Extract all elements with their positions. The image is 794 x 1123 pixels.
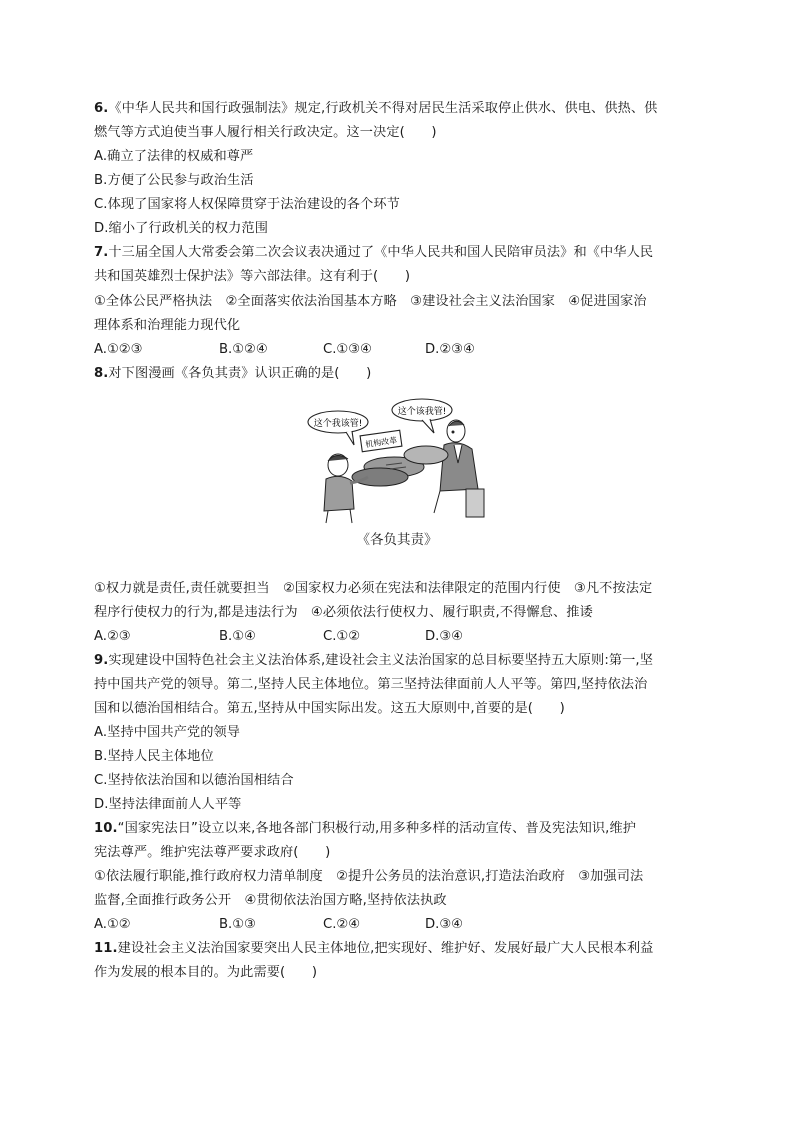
q6-number: 6.: [94, 101, 109, 116]
q6-option-c: C.体现了国家将人权保障贯穿于法治建设的各个环节: [94, 197, 400, 212]
left-speech-bubble: [308, 411, 368, 445]
q6-stem-line2: 燃气等方式迫使当事人履行相关行政决定。这一决定( ): [94, 125, 437, 140]
q8-stem-text: 对下图漫画《各负其责》认识正确的是( ): [108, 366, 372, 381]
q7-number: 7.: [94, 245, 109, 260]
q7-stem-line2: 共和国英雄烈士保护法》等六部法律。这有利于( ): [94, 269, 411, 284]
q8-option-b: B.①④: [219, 629, 256, 644]
q7-items-line1: ①全体公民严格执法 ②全面落实依法治国基本方略 ③建设社会主义法治国家 ④促进国家治: [94, 294, 647, 309]
q6-stem-line1: [94, 97, 700, 121]
q10-stem-line2: 宪法尊严。维护宪法尊严要求政府( ): [94, 845, 331, 860]
q8-option-a: A.②③: [94, 629, 131, 644]
q10-items-line2: 监督,全面推行政务公开 ④贯彻依法治国方略,坚持依法执政: [94, 893, 447, 908]
q7-stem-line1: [94, 241, 700, 265]
q11-stem-line1: [94, 937, 700, 961]
left-worker-figure: [324, 454, 368, 523]
reform-label-text: 机构改革: [364, 435, 398, 450]
q10-option-b: B.①③: [219, 917, 256, 932]
document-stack: [352, 446, 448, 486]
q10-number: 10.: [94, 821, 118, 836]
q10-option-a: A.①②: [94, 917, 131, 932]
q6-option-b: B.方便了公民参与政治生活: [94, 173, 254, 188]
q10-stem-text1: “国家宪法日”设立以来,各地各部门积极行动,用多种多样的活动宣传、普及宪法知识,维护: [117, 821, 637, 836]
q10-items-line1: ①依法履行职能,推行政府权力清单制度 ②提升公务员的法治意识,打造法治政府 ③加强司法: [94, 869, 644, 884]
q11-number: 11.: [94, 941, 118, 956]
q6-stem-text1: 《中华人民共和国行政强制法》规定,行政机关不得对居民生活采取停止供水、供电、供热、供: [108, 101, 658, 116]
q8-items-line1: ①权力就是责任,责任就要担当 ②国家权力必须在宪法和法律限定的范围内行使 ③凡不按法定: [94, 581, 653, 596]
q6-option-d: D.缩小了行政机关的权力范围: [94, 221, 268, 236]
q9-stem-line1: [94, 649, 700, 673]
right-speech-bubble: [392, 399, 452, 433]
q8-option-c: C.①②: [323, 629, 361, 644]
q6-option-a: A.确立了法律的权威和尊严: [94, 149, 254, 164]
right-bubble-text: 这个该我管!: [397, 407, 447, 417]
q9-option-b: B.坚持人民主体地位: [94, 749, 214, 764]
q9-stem-text1: 实现建设中国特色社会主义法治体系,建设社会主义法治国家的总目标要坚持五大原则:第一,坚: [108, 653, 654, 668]
q7-option-a: A.①②③: [94, 342, 143, 357]
q7-option-d: D.②③④: [425, 342, 475, 357]
q9-stem-line3: 国和以德治国相结合。第五,坚持从中国实际出发。这五大原则中,首要的是( ): [94, 701, 565, 716]
q7-option-b: B.①②④: [219, 342, 268, 357]
q10-option-d: D.③④: [425, 917, 463, 932]
q10-stem-line1: [94, 817, 700, 841]
q11-stem-line2: 作为发展的根本目的。为此需要( ): [94, 965, 318, 980]
cartoon-illustration: [306, 393, 490, 525]
q7-stem-text1: 十三届全国人大常委会第二次会议表决通过了《中华人民共和国人民陪审员法》和《中华人民: [108, 245, 654, 260]
reform-label-box: [360, 430, 402, 451]
q8-stem: [94, 362, 700, 386]
q7-option-c: C.①③④: [323, 342, 372, 357]
q9-option-c: C.坚持依法治国和以德治国相结合: [94, 773, 294, 788]
q8-option-d: D.③④: [425, 629, 463, 644]
q9-stem-line2: 持中国共产党的领导。第二,坚持人民主体地位。第三坚持法律面前人人平等。第四,坚持依法治: [94, 677, 648, 692]
cartoon-caption: 《各负其责》: [356, 532, 438, 548]
right-official-figure: [414, 420, 484, 517]
q9-option-d: D.坚持法律面前人人平等: [94, 797, 242, 812]
q9-number: 9.: [94, 653, 109, 668]
q7-items-line2: 理体系和治理能力现代化: [94, 318, 241, 333]
left-bubble-text: 这个我该管!: [313, 419, 363, 429]
q8-items-line2: 程序行使权力的行为,都是违法行为 ④必须依法行使权力、履行职责,不得懈怠、推诿: [94, 605, 593, 620]
q11-stem-text1: 建设社会主义法治国家要突出人民主体地位,把实现好、维护好、发展好最广大人民根本利益: [117, 941, 654, 956]
q9-option-a: A.坚持中国共产党的领导: [94, 725, 241, 740]
q10-option-c: C.②④: [323, 917, 361, 932]
q8-number: 8.: [94, 366, 109, 381]
